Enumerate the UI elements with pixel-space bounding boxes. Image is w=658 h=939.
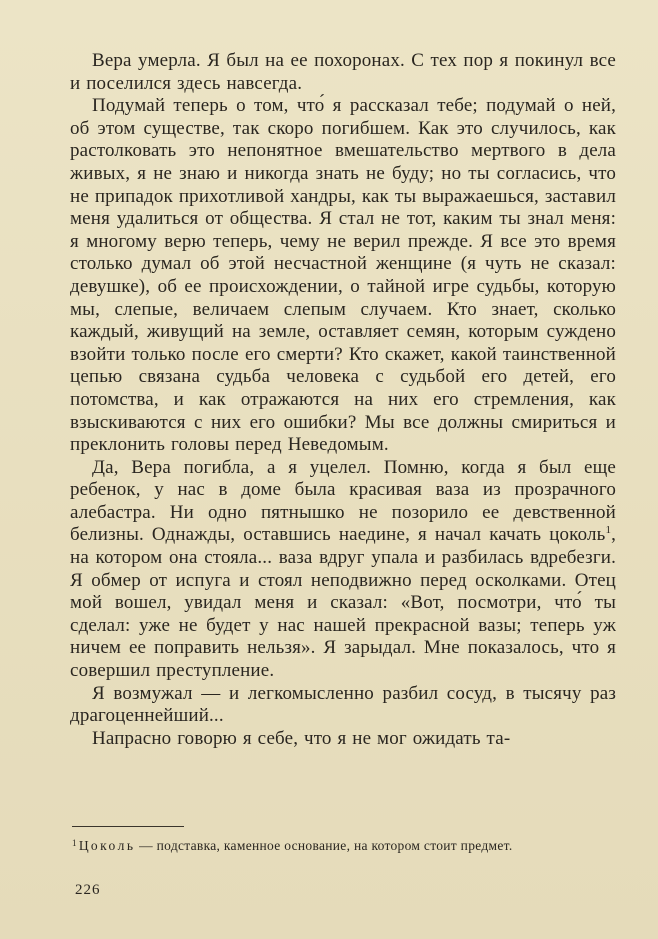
paragraph-2: Подумай теперь о том, что́ я рассказал тебе; подумай о ней, об этом существе, так скоро погибшем. Как это случилось, как растолковать это непонятное вмешательство мертвого в дела живых, я не знаю и никогда знать не буду; но ты согласись, что не припадок прихотливой хандры, как ты выражаешься, заставил меня удалиться от общества. Я стал не тот, каким ты знал меня: я многому верю теперь, чему не верил прежде. Я все это время столько думал об этой несчастной женщине (я чуть не сказал: девушке), об ее происхождении, о тайной игре судьбы, которую мы, слепые, величаем слепым случаем. Кто знает, сколько каждый, живущий на земле, оставляет семян, которым суждено взойти только после его смерти? Кто скажет, какой таинственной цепью связана судьба человека с судьбой его детей, его потомства, и как отражаются на них его стремления, как взыскиваются с них его ошибки? Мы все должны смириться и преклонить головы перед Неведомым.	[70, 95, 616, 456]
paragraph-5: Напрасно говорю я себе, что я не мог ожидать та-	[92, 727, 511, 749]
footnote-number: 1	[72, 838, 77, 848]
footnote-definition: — подставка, каменное основание, на котором стоит предмет.	[135, 838, 513, 853]
paragraph-3-part-2: , на котором она стояла... ваза вдруг упала и разбилась вдребезги. Я обмер от испуга и стоял неподвижно перед осколками. Отец мой вошел, увидал меня и сказал: «Вот, посмотри, что́ ты сделал: уже не будет у нас нашей прекрасной вазы; теперь уж ничем ее поправить нельзя». Я зарыдал. Мне показалось, что я совершил преступление.	[70, 524, 616, 682]
paragraph-3-part-1: Да, Вера погибла, а я уцелел. Помню, когда я был еще ребенок, у нас в доме была красивая ваза из прозрачного алебастра. Ни одно пятнышко не позорило ее девственной белизны. Однажды, оставшись наедине, я начал качать цоколь	[70, 456, 616, 546]
footnote	[72, 834, 618, 855]
main-text	[70, 50, 616, 750]
page-number: 226	[75, 882, 101, 898]
paragraph-3	[70, 457, 616, 683]
footnote-term: Цоколь	[78, 838, 136, 853]
paragraph-1: Вера умерла. Я был на ее похоронах. С тех пор я покинул все и поселился здесь навсегда.	[70, 50, 616, 94]
footnote-divider	[72, 826, 184, 827]
paragraph-4: Я возмужал — и легкомысленно разбил сосуд, в тысячу раз драгоценнейший...	[70, 682, 616, 727]
footnote-marker: 1	[605, 524, 612, 537]
